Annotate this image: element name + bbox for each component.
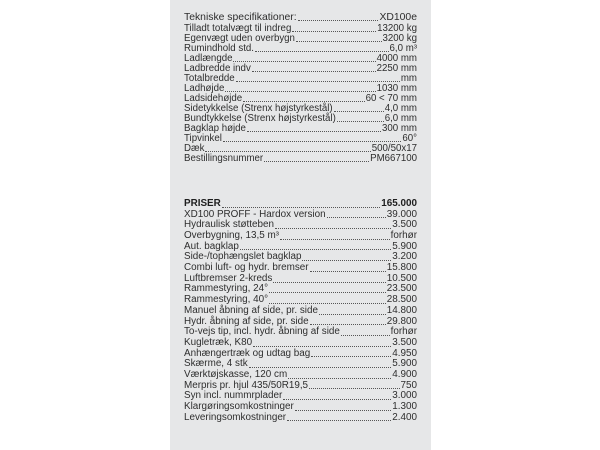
spec-row-value: 2250 mm bbox=[376, 63, 417, 74]
spec-row-label: Sidetykkelse (Strenx højstyrkestål) bbox=[184, 103, 333, 114]
price-row-label: Luftbremser 2-kreds bbox=[184, 272, 273, 284]
price-row-label: Rammestyring, 40° bbox=[184, 294, 269, 306]
dot-leader bbox=[296, 41, 382, 42]
spec-row-label: Tipvinkel bbox=[184, 133, 222, 144]
spec-row-value: 6,0 m³ bbox=[389, 43, 417, 54]
dot-leader bbox=[341, 335, 390, 336]
price-row-value: 5.900 bbox=[392, 358, 417, 370]
spec-header bbox=[184, 9, 417, 23]
price-header-total: 165.000 bbox=[381, 197, 417, 209]
price-row-value: 3.000 bbox=[392, 390, 417, 402]
dot-leader bbox=[205, 151, 370, 152]
dot-leader bbox=[280, 239, 390, 240]
price-row-value: 4.950 bbox=[392, 347, 417, 359]
price-row-value: forhør bbox=[390, 326, 417, 338]
price-row-value: 14.800 bbox=[386, 304, 417, 316]
dot-leader bbox=[310, 324, 386, 325]
spec-row-label: Ladlængde bbox=[184, 53, 233, 64]
price-row-label: Klargøringsomkostninger bbox=[184, 401, 294, 413]
spec-row-label: Ladbredde indv bbox=[184, 63, 251, 74]
dot-leader bbox=[298, 20, 379, 21]
price-row-label: Manuel åbning af side, pr. side bbox=[184, 304, 318, 316]
dot-leader bbox=[247, 131, 381, 132]
spec-row-label: Rumindhold std. bbox=[184, 43, 255, 54]
dot-leader bbox=[249, 367, 392, 368]
dot-leader bbox=[236, 81, 400, 82]
dot-leader bbox=[240, 249, 391, 250]
spec-row-value: 1030 mm bbox=[376, 83, 417, 94]
price-row-value: 2.400 bbox=[392, 411, 417, 423]
dot-leader bbox=[253, 346, 391, 347]
spec-row-value: 300 mm bbox=[382, 123, 417, 134]
dot-leader bbox=[255, 51, 389, 52]
dot-leader bbox=[223, 141, 401, 142]
dot-leader bbox=[309, 388, 399, 389]
spec-row-value: 4,0 mm bbox=[384, 103, 417, 114]
spec-price-panel bbox=[170, 0, 431, 450]
spec-row-label: Dæk bbox=[184, 143, 205, 154]
dot-leader bbox=[275, 228, 391, 229]
price-row bbox=[184, 413, 417, 424]
dot-leader bbox=[334, 111, 384, 112]
spec-row-label: Bestillingsnummer bbox=[184, 153, 264, 164]
spec-list bbox=[184, 24, 417, 164]
price-row-label: To-vejs tip, incl. hydr. åbning af side bbox=[184, 326, 340, 338]
spec-row-label: Ladsidehøjde bbox=[184, 93, 243, 104]
dot-leader bbox=[292, 31, 376, 32]
spec-row-value: 4000 mm bbox=[376, 53, 417, 64]
spec-row-value: 500/50x17 bbox=[371, 143, 417, 154]
price-row-label: Kugletræk, K80 bbox=[184, 336, 253, 348]
dot-leader bbox=[311, 356, 391, 357]
price-header-label: PRISER bbox=[184, 197, 221, 209]
spec-row-value: 13200 kg bbox=[377, 23, 417, 34]
dot-leader bbox=[233, 61, 375, 62]
price-row-label: Leveringsomkostninger bbox=[184, 411, 287, 423]
spec-row-label: Bagklap højde bbox=[184, 123, 246, 134]
dot-leader bbox=[337, 121, 384, 122]
price-row-value: 5.900 bbox=[392, 240, 417, 252]
spec-row-value: 60 < 70 mm bbox=[365, 93, 417, 104]
spec-row-label: Ladhøjde bbox=[184, 83, 225, 94]
dot-leader bbox=[287, 420, 391, 421]
dot-leader bbox=[269, 292, 386, 293]
price-row-label: Combi luft- og hydr. bremser bbox=[184, 262, 309, 274]
price-row-label: Side-/tophængslet bagklap bbox=[184, 251, 302, 263]
price-row-value: 3.500 bbox=[392, 219, 417, 231]
dot-leader bbox=[222, 207, 381, 208]
price-row-value: 3.200 bbox=[392, 251, 417, 263]
price-row-label: XD100 PROFF - Hardox version bbox=[184, 208, 326, 220]
price-row-value: 750 bbox=[400, 379, 417, 391]
price-row-value: 23.500 bbox=[386, 283, 417, 295]
dot-leader bbox=[225, 91, 375, 92]
price-row-value: 3.500 bbox=[392, 336, 417, 348]
price-row-label: Rammestyring, 24° bbox=[184, 283, 269, 295]
dot-leader bbox=[288, 378, 391, 379]
dot-leader bbox=[252, 71, 376, 72]
price-row-value: 15.800 bbox=[386, 262, 417, 274]
spec-row-label: Egenvægt uden overbygn bbox=[184, 33, 295, 44]
spec-row-value: PM667100 bbox=[370, 153, 417, 164]
spec-row bbox=[184, 154, 417, 164]
price-row-value: forhør bbox=[390, 230, 417, 242]
spec-row-value: 6,0 mm bbox=[384, 113, 417, 124]
price-list bbox=[184, 199, 417, 423]
spec-row-value: 3200 kg bbox=[382, 33, 417, 44]
price-row-label: Syn incl. nummrplader bbox=[184, 390, 283, 402]
dot-leader bbox=[310, 271, 386, 272]
price-row-label: Aut. bagklap bbox=[184, 240, 239, 252]
price-row-value: 39.000 bbox=[386, 208, 417, 220]
price-row-label: Værktøjskasse, 120 cm bbox=[184, 368, 288, 380]
price-row-value: 28.500 bbox=[386, 294, 417, 306]
dot-leader bbox=[273, 282, 385, 283]
spec-row-label: Bundtykkelse (Strenx højstyrkestål) bbox=[184, 113, 336, 124]
price-row-value: 29.800 bbox=[386, 315, 417, 327]
dot-leader bbox=[243, 101, 364, 102]
spec-header-label: Tekniske specifikationer: bbox=[184, 12, 297, 23]
price-row bbox=[184, 306, 417, 317]
price-row-label: Merpris pr. hjul 435/50R19,5 bbox=[184, 379, 309, 391]
dot-leader bbox=[319, 314, 386, 315]
price-row-label: Hydraulisk støtteben bbox=[184, 219, 275, 231]
dot-leader bbox=[302, 260, 391, 261]
dot-leader bbox=[264, 161, 369, 162]
price-row-value: 1.300 bbox=[392, 401, 417, 413]
dot-leader bbox=[283, 399, 391, 400]
dot-leader bbox=[295, 410, 392, 411]
spec-row-value: 60° bbox=[402, 133, 417, 144]
price-row-value: 4.900 bbox=[392, 368, 417, 380]
price-row-label: Overbygning, 13,5 m³ bbox=[184, 230, 279, 242]
price-row-value: 10.500 bbox=[386, 272, 417, 284]
price-row-label: Anhængertræk og udtag bag bbox=[184, 347, 311, 359]
price-row-label: Skærme, 4 stk bbox=[184, 358, 248, 370]
spec-row-label: Totalbredde bbox=[184, 73, 235, 84]
dot-leader bbox=[269, 303, 386, 304]
dot-leader bbox=[327, 217, 386, 218]
price-row-label: Hydr. åbning af side, pr. side bbox=[184, 315, 309, 327]
spec-header-model: XD100e bbox=[379, 12, 417, 23]
spec-row-value: mm bbox=[400, 73, 417, 84]
spec-row-label: Tilladt totalvægt til indreg bbox=[184, 23, 292, 34]
